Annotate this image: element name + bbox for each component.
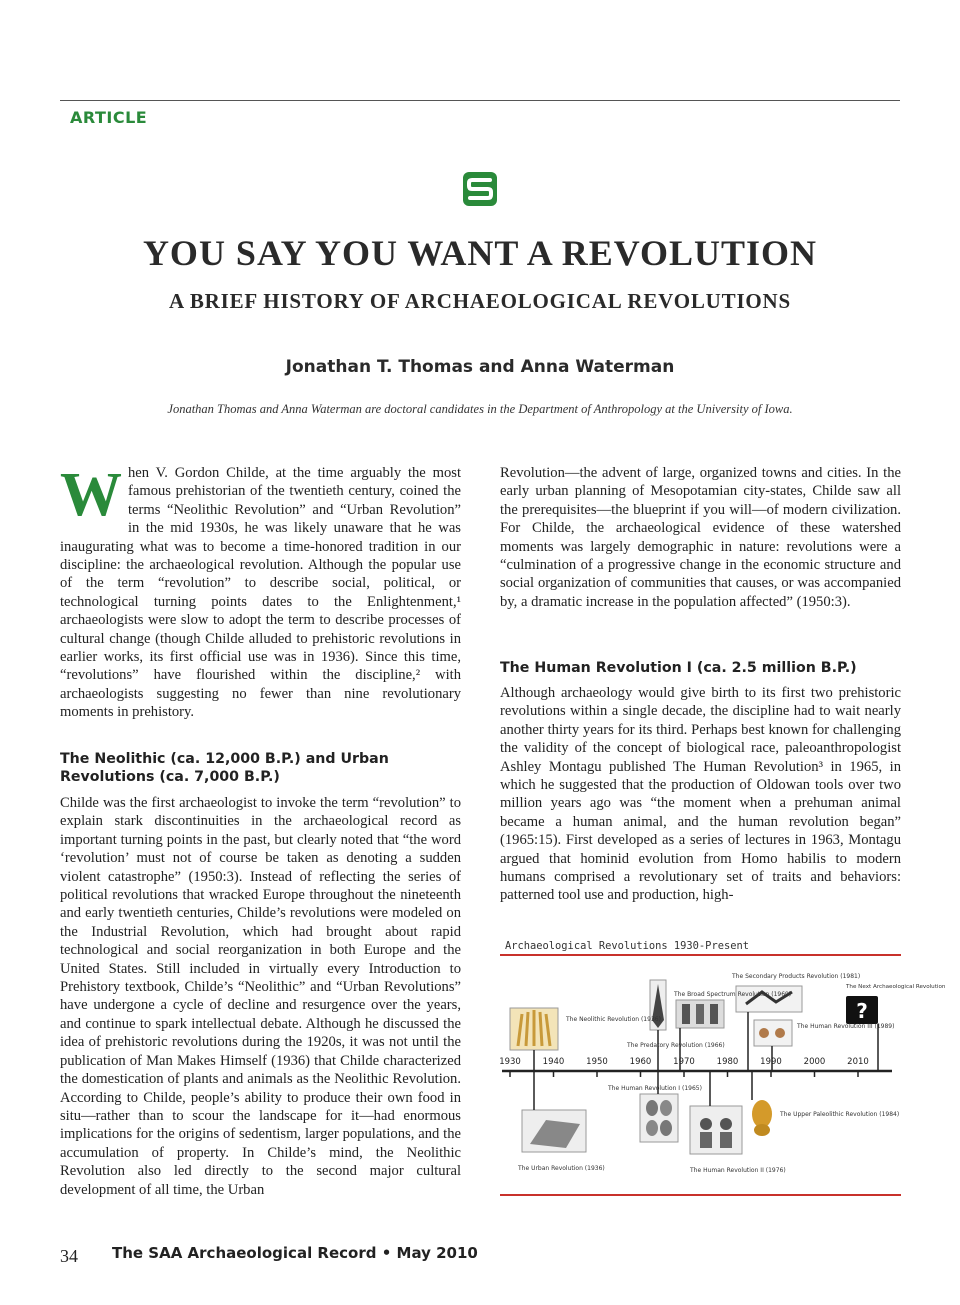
author-names: Jonathan T. Thomas and Anna Waterman: [285, 357, 675, 377]
venus-figurine-image: [752, 1100, 772, 1136]
label-urban: The Urban Revolution (1936): [518, 1165, 605, 1172]
year-label: 2000: [803, 1057, 826, 1067]
figure-title: Archaeological Revolutions 1930-Present: [505, 940, 749, 952]
header-rule: [60, 100, 900, 101]
article-title: YOU SAY YOU WANT A REVOLUTION: [142, 233, 818, 273]
page-number: 34: [60, 1246, 78, 1266]
human-revolution-iii-image: [754, 1020, 792, 1046]
dropcap: W: [60, 461, 122, 529]
label-human-revolution-iii: The Human Revolution III (1989): [797, 1023, 895, 1030]
figure-bottom-rule: [500, 1194, 901, 1196]
intro-text: hen V. Gordon Childe, at the time arguably the most famous prehistorian of the twentieth century, coined the terms “Neolithic Revolution” and “Urban Revolution” in the mid 1930s, he was likely unaware that he was inaugurating what was to become a time-honored tradition in our discipline: the archaeological revolution. Although the popular use of the term “revolution” to describe social, political, or technological turning points dates to the Enlightenment,¹ archaeologists were slow to adopt the term to describe processes of cultural change (though Childe alluded to prehistoric revolutions in earlier works, its first official use was in 1936). Since this time, “revolutions” have flourished within the discipline,² with archaeologists suggesting no fewer than nine revolutionary moments in prehistory.: [60, 465, 461, 721]
section-heading-neolithic: The Neolithic (ca. 12,000 B.P.) and Urban Revolutions (ca. 7,000 B.P.): [60, 751, 389, 785]
year-label: 2010: [847, 1057, 869, 1067]
saa-logo-icon: [460, 170, 500, 208]
year-label: 1990: [760, 1057, 782, 1067]
section-label: ARTICLE: [70, 108, 148, 127]
svg-text:?: ?: [856, 999, 868, 1023]
publication-name: The SAA Archaeological Record • May 2010: [112, 1244, 478, 1262]
label-next-revolution: The Next Archaeological Revolution: [846, 984, 946, 990]
label-neolithic: The Neolithic Revolution (1936): [566, 1016, 661, 1023]
figure-top-rule: [500, 954, 901, 956]
broad-spectrum-image: [676, 1000, 724, 1028]
human-revolution-ii-figures-image: [690, 1106, 742, 1154]
section-heading-human-revolution: The Human Revolution I (ca. 2.5 million B.P.): [500, 660, 857, 676]
label-upper-paleolithic: The Upper Paleolithic Revolution (1984): [780, 1111, 900, 1118]
author-affiliation: Jonathan Thomas and Anna Waterman are doctoral candidates in the Department of Anthropology at the University of Iowa.: [167, 402, 793, 416]
section-body-neolithic: Childe was the first archaeologist to invoke the term “revolution” to explain stark discontinuities in the archaeological record as important turning points in the past, but clearly noted that “the word ‘revolution’ must not of course be taken as denoting a sudden violent catastrophe” (1950:3). Instead of reflecting the series of political revolutions that wracked Europe throughout the nineteenth and early twentieth centuries, Childe’s revolutions were modeled on the Industrial Revolution, which had brought about rapid technological and social reorganization in both Europe and the United States. Still included in virtually every Introduction to Prehistory textbook, Childe’s “Neolithic” and “Urban Revolutions” have undergone a cycle of decline and resurgence over the years, and continue to spark intellectual debate. Although he discussed the idea of prehistoric revolutions during the 1920s, it was not until the publication of Man Makes Himself (1936) that Childe characterized the domestication of plants and animals as the Neolithic Revolution. According to Childe, people’s ability to produce their own food in situ—rather than to scour the landscape for it—had enormous implications for the origins of sedentism, larger populations, and the accumulation of property. In Childe’s mind, the Neolithic Revolution also led directly to the second major cultural development of all time, the Urban: [60, 795, 461, 1198]
urban-revolution-paragraph: Revolution—the advent of large, organized towns and cities. In the early urban planning of Mesopotamian city-states, Childe saw all the prerequisites—the blueprint if you will—of modern civilization. For Childe, the archaeological evidence of these watershed moments was largely demographic in nature: revolutions were a “culmination of a progressive change in the economic structure and social organization of communities that causes, or was accompanied by, a dramatic increase in the population affected” (1950:3).: [500, 465, 901, 610]
year-label: 1980: [716, 1057, 739, 1067]
section-body-human-revolution: Although archaeology would give birth to its first two prehistoric revolutions within a single decade, the discipline had to wait nearly another thirty years for its third. Perhaps best known for challenging the validity of the concept of biological race, paleoanthropologist Ashley Montagu published The Human Revolution³ in 1965, in which he suggested that the production of Oldowan tools over two million years ago was “the moment when a prehuman animal became a human animal, and the human revolution began” (1965:15). First developed as a series of lectures in 1963, Montagu argued that hominid evolution from Homo habilis to modern humans comprised a revolutionary set of traits and behaviors: patterned tool use and production, high-: [500, 685, 901, 904]
label-human-revolution-ii: The Human Revolution II (1976): [690, 1167, 786, 1174]
intro-paragraph: [60, 461, 461, 722]
year-label: 1960: [629, 1057, 652, 1067]
year-label: 1930: [499, 1057, 521, 1067]
next-revolution-question-icon: [846, 996, 878, 1024]
human-revolution-i-tools-image: [640, 1094, 678, 1142]
label-human-revolution-i: The Human Revolution I (1965): [608, 1085, 702, 1092]
year-label: 1970: [673, 1057, 695, 1067]
timeline-chart: [499, 958, 946, 1192]
timeline-figure: [499, 938, 946, 1200]
neolithic-wheat-image: [510, 1008, 558, 1050]
label-secondary-products: The Secondary Products Revolution (1981): [732, 973, 861, 980]
year-label: 1950: [586, 1057, 608, 1067]
article-subtitle: A BRIEF HISTORY OF ARCHAEOLOGICAL REVOLUTIONS: [169, 289, 791, 313]
label-broad-spectrum: The Broad Spectrum Revolution (1969): [674, 991, 792, 998]
urban-city-image: [522, 1110, 586, 1152]
label-predatory: The Predatory Revolution (1966): [627, 1042, 725, 1049]
secondary-products-image: [736, 986, 802, 1012]
year-label: 1940: [542, 1057, 565, 1067]
